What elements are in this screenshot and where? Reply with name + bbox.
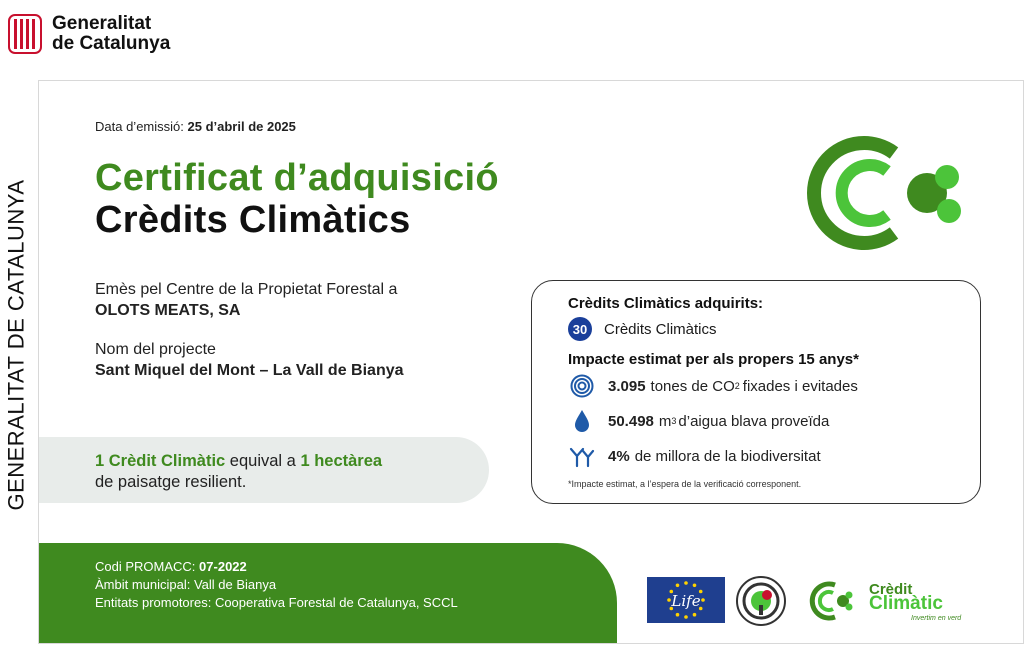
issuer-line: Emès pel Centre de la Propietat Forestal a [95,281,398,298]
eu-star [701,598,705,602]
certificate-title: Certificat d’adquisició [95,157,499,199]
issue-date-label: Data d’emissió: [95,119,184,134]
co2-rings-icon [568,374,596,398]
equivalence-credit: 1 Crèdit Climàtic [95,452,226,470]
credits-count-label: Crèdits Climàtics [604,320,717,338]
impact-co2-pre: tones de CO [650,377,735,395]
project-block [95,339,404,381]
brand-tagline: Invertim en verd [911,615,962,622]
impact-row-biodiversity [568,444,821,468]
project-name: Sant Miquel del Mont – La Vall de Bianya [95,362,404,379]
eu-star [693,613,697,617]
certificate-card [38,80,1024,644]
promacc-code-value: 07-2022 [199,559,247,574]
impact-note: *Impacte estimat, a l’espera de la verificació corresponent. [568,479,802,489]
impact-water-post: d’aigua blava proveïda [678,412,830,430]
impact-co2-post: fixades i evitades [742,377,858,395]
equivalence-hectare: 1 hectàrea [300,452,383,470]
promacc-code-line [95,559,247,574]
issuer-block [95,279,397,321]
life-climark-logo-icon [735,575,787,627]
eu-star [667,598,671,602]
generalitat-header [8,12,170,56]
municipal-scope: Àmbit municipal: Vall de Bianya [95,577,277,592]
equivalence-mid: equival a [225,452,301,470]
impact-row-water [568,409,829,433]
issue-date-line [95,119,296,134]
org-line-1: Generalitat [52,13,152,34]
impact-bio-value: 4% [608,447,630,465]
company-name: OLOTS MEATS, SA [95,302,241,319]
impact-title: Impacte estimat per als propers 15 anys* [568,351,859,368]
org-line-2: de Catalunya [52,33,171,54]
impact-co2-value: 3.095 [608,377,646,395]
impact-water-sup: 3 [671,416,677,426]
eu-stars-icon [647,577,725,623]
eu-star [684,615,688,619]
eu-life-logo [647,577,725,623]
side-text-label: GENERALITAT DE CATALUNYA [4,179,30,511]
credits-heading: Crèdits Climàtics adquirits: [568,295,764,312]
credit-climatic-big-logo-icon [799,133,969,253]
impact-water-pre: m [658,412,672,430]
sprout-icon [568,444,596,468]
brand-line-2: Climàtic [869,593,943,614]
eu-star [693,583,697,587]
project-label: Nom del projecte [95,341,216,358]
impact-water-value: 50.498 [608,412,654,430]
water-drop-icon [568,409,596,433]
brand-line-1: Crèdit [869,581,913,598]
catalan-flag-seal-icon [8,14,42,54]
eu-star [676,613,680,617]
credits-box [531,280,981,504]
impact-row-co2 [568,374,858,398]
promoting-entities: Entitats promotores: Cooperativa Forestal de Catalunya, SCCL [95,595,458,610]
eu-star [676,583,680,587]
certificate-subtitle: Crèdits Climàtics [95,199,411,241]
eu-life-text: Life [671,592,701,610]
credits-count-row [568,317,717,341]
credits-count-badge: 30 [568,317,592,341]
issue-date-value: 25 d’abril de 2025 [187,119,296,134]
equivalence-line2: de paisatge resilient. [95,473,247,491]
promacc-footer [39,543,617,643]
impact-bio-post: de millora de la biodiversitat [634,447,821,465]
equivalence-banner [39,437,489,503]
eu-star [684,581,688,585]
credit-climatic-small-logo-icon [809,579,853,623]
side-vertical-text [2,160,32,530]
promacc-code-label: Codi PROMACC: [95,559,196,574]
impact-co2-sub: 2 [734,381,740,391]
equivalence-text [95,451,382,493]
generalitat-name [52,14,170,54]
